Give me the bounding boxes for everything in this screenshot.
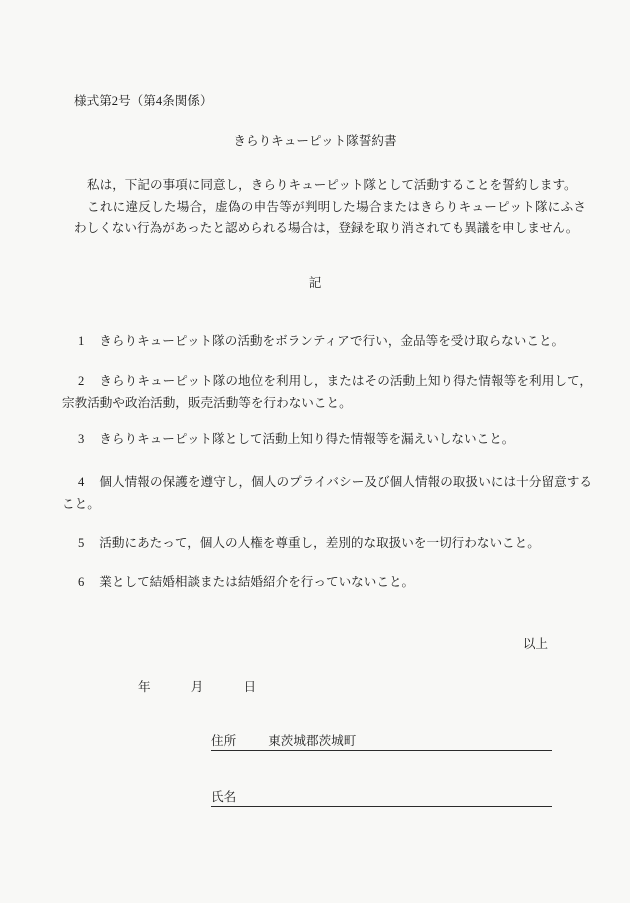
item-number: 1 bbox=[78, 334, 85, 348]
item-number: 4 bbox=[78, 475, 85, 489]
pledge-item-1 bbox=[62, 331, 592, 353]
item-number: 3 bbox=[78, 432, 85, 446]
intro-section bbox=[74, 175, 586, 240]
list-heading: 記 bbox=[308, 276, 322, 290]
item-text: 個人情報の保護を遵守し，個人のプライバシー及び個人情報の取扱いには十分留意すること。 bbox=[62, 475, 592, 511]
closing-label: 以上 bbox=[522, 637, 548, 651]
form-number: 様式第2号（第4条関係） bbox=[74, 94, 213, 108]
item-number: 6 bbox=[78, 575, 85, 589]
item-text: きらりキューピット隊の活動をボランティアで行い，金品等を受け取らないこと。 bbox=[99, 334, 565, 348]
pledge-item-5 bbox=[62, 533, 592, 555]
item-text: 活動にあたって，個人の人権を尊重し，差別的な取扱いを一切行わないこと。 bbox=[99, 536, 540, 550]
pledge-item-3 bbox=[62, 429, 592, 451]
address-value: 東茨城郡茨城町 bbox=[268, 734, 357, 748]
name-label: 氏名 bbox=[211, 790, 237, 804]
item-text: 業として結婚相談または結婚紹介を行っていないこと。 bbox=[99, 575, 415, 589]
item-text: きらりキューピット隊として活動上知り得た情報等を漏えいしないこと。 bbox=[99, 432, 515, 446]
address-label: 住所 bbox=[211, 734, 237, 748]
date-line bbox=[138, 679, 256, 695]
year-label: 年 bbox=[138, 680, 151, 694]
pledge-item-4 bbox=[62, 472, 592, 515]
pledge-item-2 bbox=[62, 371, 592, 414]
intro-paragraph-1: 私は，下記の事項に同意し，きらりキューピット隊として活動することを誓約します。 bbox=[87, 178, 577, 192]
address-field bbox=[211, 734, 552, 751]
intro-paragraph-2: これに違反した場合，虚偽の申告等が判明した場合またはきらりキューピット隊にふさわしくない行為があったと認められる場合は，登録を取り消されても異議を申しません。 bbox=[74, 199, 586, 235]
item-number: 2 bbox=[78, 374, 85, 388]
item-text: きらりキューピット隊の地位を利用し，またはその活動上知り得た情報等を利用して，宗教活動や政治活動，販売活動等を行わないこと。 bbox=[62, 374, 592, 410]
day-label: 日 bbox=[243, 680, 257, 694]
document-title: きらりキューピット隊誓約書 bbox=[233, 134, 397, 148]
month-label: 月 bbox=[190, 680, 204, 694]
item-number: 5 bbox=[78, 536, 85, 550]
pledge-item-6 bbox=[62, 572, 592, 594]
name-field bbox=[211, 790, 552, 807]
